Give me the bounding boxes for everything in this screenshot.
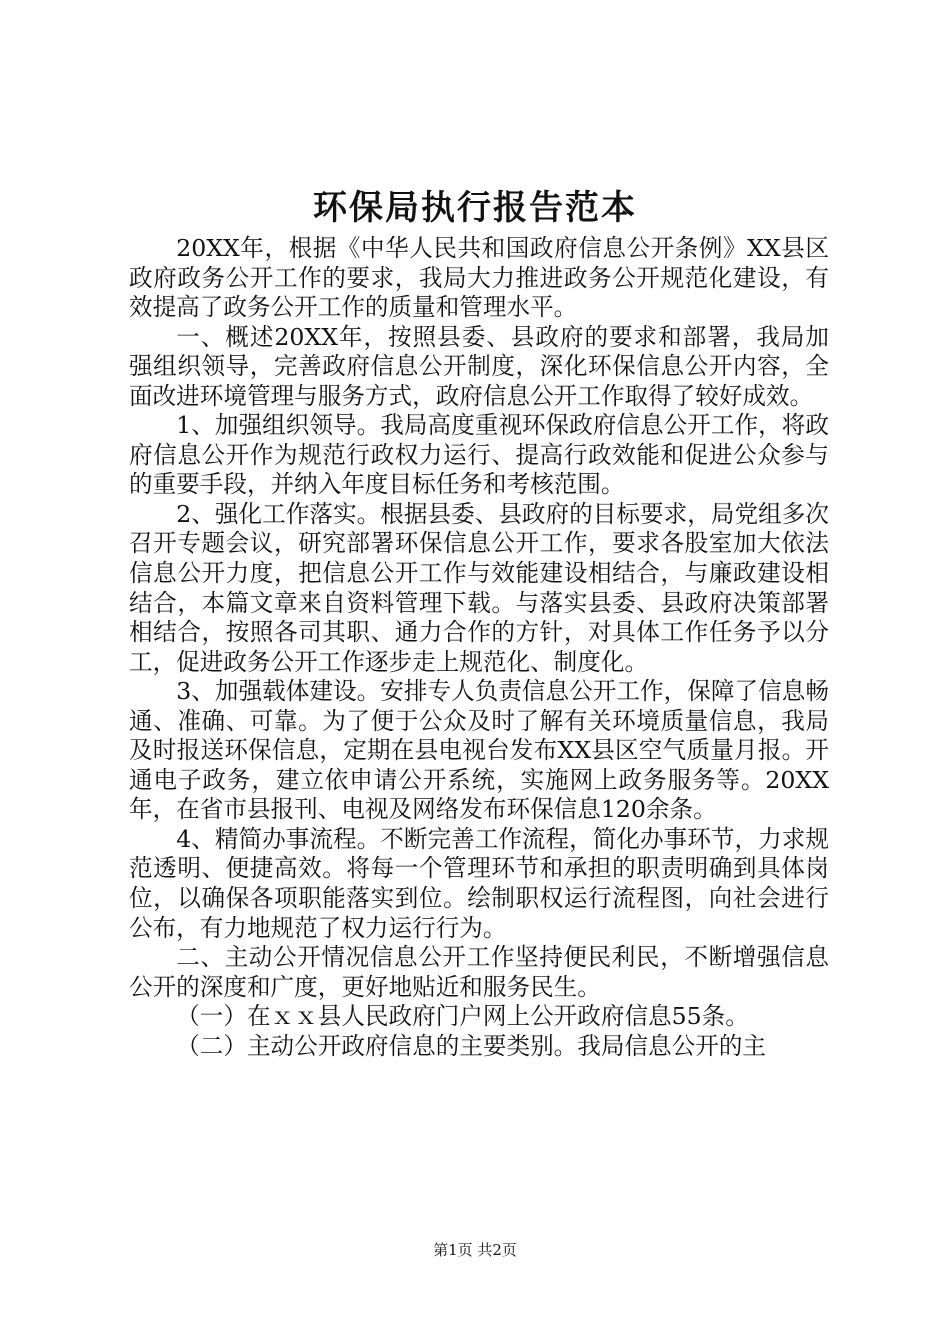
paragraph-subitem-1: （一）在ｘｘ县人民政府门户网上公开政府信息55条。 xyxy=(176,1002,749,1031)
paragraph-item-1: 1、加强组织领导。我局高度重视环保政府信息公开工作，将政府信息公开作为规范行政权力运行、提高行政效能和促进公众参与的重要手段，并纳入年度目标任务和考核范围。 xyxy=(129,411,829,499)
paragraph-item-3: 3、加强载体建设。安排专人负责信息公开工作，保障了信息畅通、准确、可靠。为了便于公众及时了解有关环境质量信息，我局及时报送环保信息，定期在县电视台发布XX县区空气质量月报。开通电子政务，建立依申请公开系统，实施网上政务服务等。20XX年，在省市县报刊、电视及网络发布环保信息120余条。 xyxy=(129,677,829,824)
paragraph-intro: 20XX年，根据《中华人民共和国政府信息公开条例》XX县区政府政务公开工作的要求，我局大力推进政务公开规范化建设，有效提高了政务公开工作的质量和管理水平。 xyxy=(129,234,829,322)
document-title: 环保局执行报告范本 xyxy=(313,188,637,228)
paragraph-overview: 一、概述20XX年，按照县委、县政府的要求和部署，我局加强组织领导，完善政府信息公开制度，深化环保信息公开内容，全面改进环境管理与服务方式，政府信息公开工作取得了较好成效。 xyxy=(129,322,829,410)
document-body xyxy=(129,234,829,1061)
paragraph-item-2: 2、强化工作落实。根据县委、县政府的目标要求，局党组多次召开专题会议，研究部署环保信息公开工作，要求各股室加大依法信息公开力度，把信息公开工作与效能建设相结合，与廉政建设相结合，本篇文章来自资料管理下载。与落实县委、县政府决策部署相结合，按照各司其职、通力合作的方针，对具体工作任务予以分工，促进政务公开工作逐步走上规范化、制度化。 xyxy=(129,499,829,676)
page-footer: 第1页 共2页 xyxy=(433,1241,517,1259)
paragraph-section-2: 二、主动公开情况信息公开工作坚持便民利民，不断增强信息公开的深度和广度，更好地贴近和服务民生。 xyxy=(129,943,829,1001)
paragraph-subitem-2: （二）主动公开政府信息的主要类别。我局信息公开的主 xyxy=(176,1031,767,1060)
paragraph-item-4: 4、精简办事流程。不断完善工作流程，简化办事环节，力求规范透明、便捷高效。将每一个管理环节和承担的职责明确到具体岗位，以确保各项职能落实到位。绘制职权运行流程图，向社会进行公布，有力地规范了权力运行行为。 xyxy=(129,824,829,942)
